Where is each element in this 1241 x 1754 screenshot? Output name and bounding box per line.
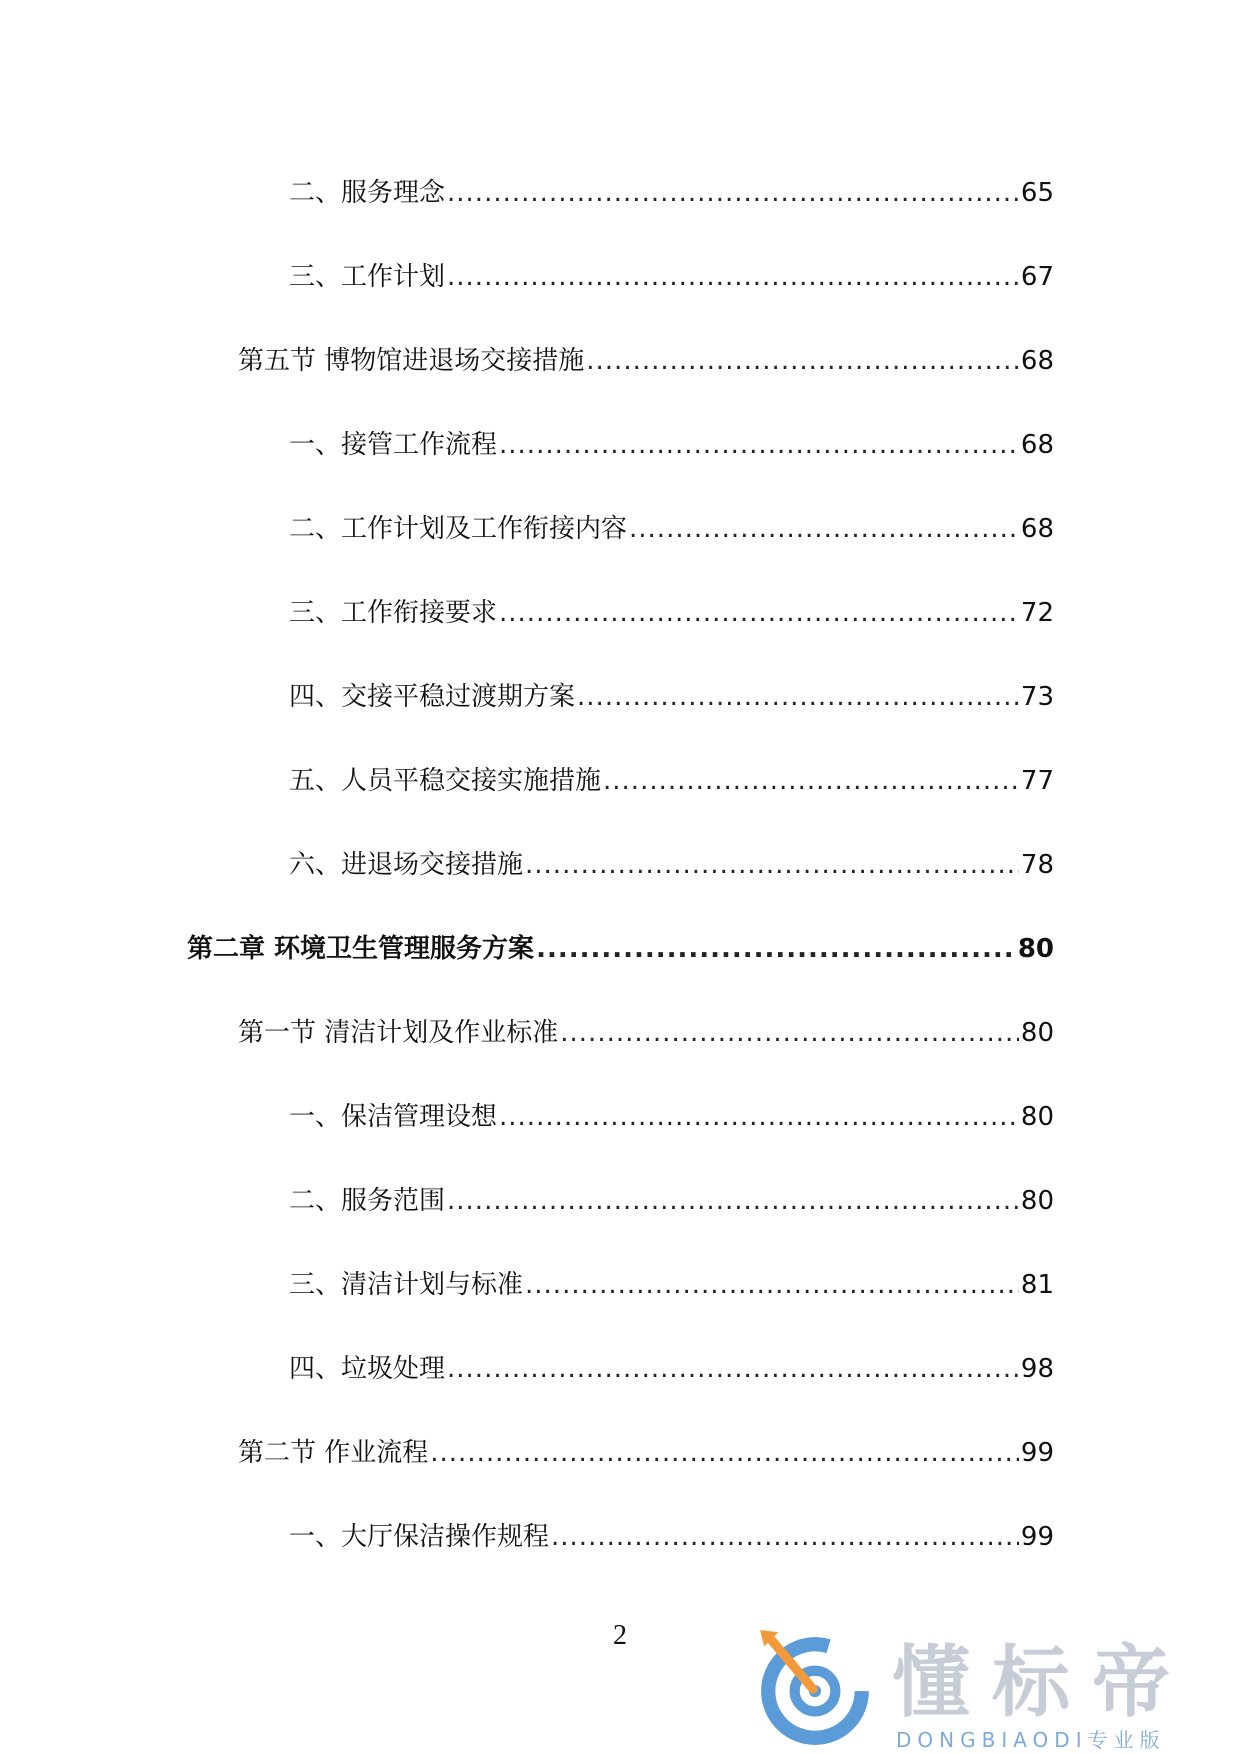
toc-dot-leader — [499, 596, 1019, 630]
toc-dot-leader — [430, 1436, 1019, 1470]
toc-entry-title: 六、进退场交接措施 — [289, 850, 524, 880]
toc-entry[interactable] — [289, 596, 1054, 630]
toc-entry-page: 72 — [1020, 598, 1054, 628]
toc-entry-page: 80 — [1020, 1018, 1054, 1048]
toc-entry[interactable] — [289, 848, 1054, 882]
toc-entry[interactable] — [289, 680, 1054, 714]
toc-entry[interactable] — [289, 176, 1054, 210]
toc-dot-leader — [586, 344, 1019, 378]
toc-entry[interactable] — [289, 260, 1054, 294]
toc-dot-leader — [629, 512, 1019, 546]
toc-entry[interactable] — [289, 1352, 1054, 1386]
toc-entry-title: 二、工作计划及工作衔接内容 — [289, 514, 628, 544]
toc-entry-title: 三、清洁计划与标准 — [289, 1270, 524, 1300]
toc-entry-page: 78 — [1020, 850, 1054, 880]
toc-entry[interactable] — [238, 1436, 1054, 1470]
toc-entry[interactable] — [238, 344, 1054, 378]
toc-entry-title: 二、服务范围 — [289, 1186, 446, 1216]
toc-entry[interactable] — [289, 764, 1054, 798]
toc-entry-title: 三、工作计划 — [289, 262, 446, 292]
toc-entry-title: 二、服务理念 — [289, 178, 446, 208]
toc-dot-leader — [536, 932, 1016, 966]
watermark-subtitle: DONGBIAODI专业版 — [896, 1728, 1166, 1752]
toc-entry-title: 第二节 作业流程 — [238, 1438, 429, 1468]
toc-entry-title: 第五节 博物馆进退场交接措施 — [238, 346, 585, 376]
toc-entry-page: 98 — [1020, 1354, 1054, 1384]
target-logo-icon — [754, 1626, 876, 1748]
toc-dot-leader — [447, 260, 1019, 294]
toc-entry-title: 五、人员平稳交接实施措施 — [289, 766, 602, 796]
toc-dot-leader — [603, 764, 1019, 798]
toc-entry[interactable] — [289, 1520, 1054, 1554]
toc-entry-page: 73 — [1020, 682, 1054, 712]
toc-entry-page: 80 — [1020, 1186, 1054, 1216]
toc-dot-leader — [499, 428, 1019, 462]
toc-entry[interactable] — [289, 1100, 1054, 1134]
toc-entry-title: 三、工作衔接要求 — [289, 598, 498, 628]
toc-entry-title: 一、大厅保洁操作规程 — [289, 1522, 550, 1552]
toc-dot-leader — [577, 680, 1019, 714]
toc-entry[interactable] — [289, 428, 1054, 462]
toc-entry[interactable] — [289, 1268, 1054, 1302]
toc-entry-page: 81 — [1020, 1270, 1054, 1300]
toc-entry-title: 一、保洁管理设想 — [289, 1102, 498, 1132]
toc-entry-title: 第一节 清洁计划及作业标准 — [238, 1018, 559, 1048]
watermark-brand: 懂标帝 — [892, 1638, 1193, 1728]
page-number: 2 — [613, 1620, 627, 1651]
toc-dot-leader — [499, 1100, 1019, 1134]
toc-entry-title: 四、交接平稳过渡期方案 — [289, 682, 576, 712]
toc-entry[interactable] — [289, 1184, 1054, 1218]
toc-entry-page: 67 — [1020, 262, 1054, 292]
toc-entry-page: 80 — [1017, 934, 1054, 964]
toc-dot-leader — [525, 848, 1019, 882]
toc-dot-leader — [525, 1268, 1019, 1302]
toc-dot-leader — [560, 1016, 1019, 1050]
toc-dot-leader — [551, 1520, 1019, 1554]
toc-dot-leader — [447, 1352, 1019, 1386]
toc-dot-leader — [447, 1184, 1019, 1218]
toc-entry-page: 77 — [1020, 766, 1054, 796]
toc-entry-title: 一、接管工作流程 — [289, 430, 498, 460]
toc-entry-page: 80 — [1020, 1102, 1054, 1132]
toc-entry[interactable] — [289, 512, 1054, 546]
toc-entry-page: 99 — [1020, 1522, 1054, 1552]
toc-entry-page: 99 — [1020, 1438, 1054, 1468]
toc-entry-page: 65 — [1020, 178, 1054, 208]
toc-entry-page: 68 — [1020, 346, 1054, 376]
toc-entry[interactable] — [238, 1016, 1054, 1050]
toc-entry-page: 68 — [1020, 514, 1054, 544]
toc-dot-leader — [447, 176, 1019, 210]
toc-entry-chapter[interactable] — [187, 932, 1054, 966]
watermark — [740, 1610, 1220, 1750]
toc-entry-page: 68 — [1020, 430, 1054, 460]
toc-entry-title: 四、垃圾处理 — [289, 1354, 446, 1384]
toc-entry-title: 第二章 环境卫生管理服务方案 — [187, 934, 535, 964]
